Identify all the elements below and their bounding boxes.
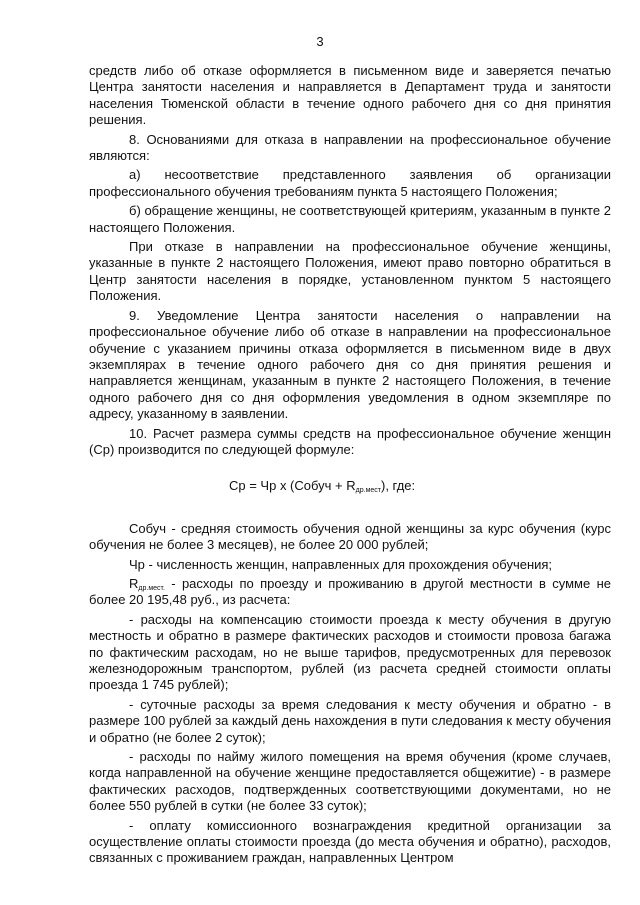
bullet-accommodation: - расходы по найму жилого помещения на время обучения (кроме случаев, когда направленной на обучение женщине предоставляется общежитие) - в размере фактических расходов, подтвержденных соответствующими документами, но не более 550 рублей в сутки (не более 33 суток);: [89, 749, 611, 814]
bullet-travel-costs: - расходы на компенсацию стоимости проезда к месту обучения в другую местность и обратно в размере фактических расходов и стоимости провоза багажа по фактическим расходам, но не выше тарифов, предусмотренных для перевозок железнодорожным транспортом, рублей (из расчета средней стоимости оплаты проезда 1 745 рублей);: [89, 611, 611, 693]
page-number: 3: [316, 34, 324, 49]
definition-sobuch: Собуч - средняя стоимость обучения одной женщины за курс обучения (курс обучения не более 3 месяцев), не более 20 000 рублей;: [89, 520, 611, 553]
paragraph-refusal-note: При отказе в направлении на профессиональное обучение женщины, указанные в пункте 2 настоящего Положения, имеют право повторно обратиться в Центр занятости населения в порядке, установленном пунктом 5 настоящего Положения.: [89, 239, 611, 304]
definition-r-subscript: др.мест.: [138, 584, 165, 592]
paragraph-item-10: 10. Расчет размера суммы средств на профессиональное обучение женщин (Ср) производится по следующей формуле:: [89, 425, 611, 457]
formula: [89, 478, 611, 494]
definition-chr: Чр - численность женщин, направленных для прохождения обучения;: [129, 556, 553, 572]
definition-r-text: - расходы по проезду и проживанию в другой местности в сумме не более 20 195,48 руб., из расчета:: [89, 575, 611, 608]
paragraph-item-9: 9. Уведомление Центра занятости населения о направлении на профессиональное обучение либо об отказе в направлении на профессиональное обучение с указанием причины отказа оформляется в письменном виде в двух экземплярах в течение одного рабочего дня со дня принятия решения и направляется женщинам, указанным в пункте 2 настоящего Положения, в течение одного рабочего дня со дня оформления уведомления в одном экземпляре по адресу, указанному в заявлении.: [89, 307, 611, 422]
bullet-daily-allowance: - суточные расходы за время следования к месту обучения и обратно - в размере 100 рублей за каждый день нахождения в пути следования к месту обучения и обратно (не более 2 суток);: [89, 696, 611, 745]
definition-r: [89, 576, 611, 609]
formula-tail: ), где:: [380, 478, 416, 494]
paragraph-item-8: 8. Основаниями для отказа в направлении на профессиональное обучение являются:: [89, 131, 611, 164]
paragraph-item-8a: а) несоответствие представленного заявления об организации профессионального обучения требованиям пункта 5 настоящего Положения;: [89, 167, 611, 199]
paragraph-item-8b: б) обращение женщины, не соответствующей критериям, указанным в пункте 2 настоящего Положения.: [89, 203, 611, 235]
formula-main: Ср = Чр х (Собуч + R: [229, 478, 356, 494]
paragraph-continuation: средств либо об отказе оформляется в письменном виде и заверяется печатью Центра занятости населения и направляется в Департамент труда и занятости населения Тюменской области в течение одного рабочего дня со дня принятия решения.: [89, 63, 611, 128]
definition-r-symbol: R: [129, 575, 139, 591]
formula-subscript: др.мест: [355, 487, 381, 495]
bullet-commission: - оплату комиссионного вознаграждения кредитной организации за осуществление оплаты стоимости проезда (до места обучения и обратно), расходов, связанных с проживанием граждан, направленных Центром: [89, 817, 611, 866]
document-body: [89, 63, 611, 870]
